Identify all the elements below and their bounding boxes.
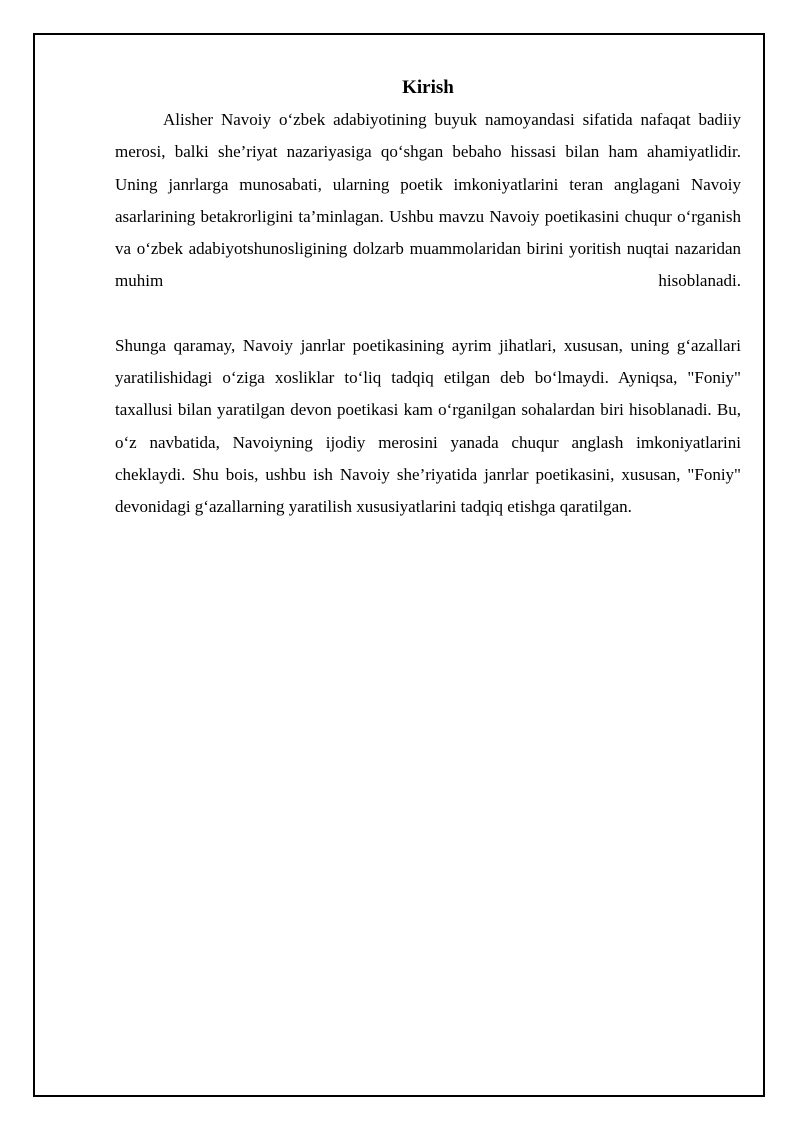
document-title: Kirish <box>402 77 454 98</box>
paragraph-spacer <box>115 298 741 330</box>
introduction-paragraph-1: Alisher Navoiy o‘zbek adabiyotining buyuk namoyandasi sifatida nafaqat badiiy merosi, balki she’riyat nazariyasiga qo‘shgan bebaho hissasi bilan ham ahamiyatlidir. Uning janrlarga munosabati, ularning poetik imkoniyatlarini teran anglagani Navoiy asarlarining betakrorligini ta’minlagan. Ushbu mavzu Navoiy poetikasini chuqur o‘rganish va o‘zbek adabiyotshunosligining dolzarb muammolaridan birini yoritish nuqtai nazaridan muhim hisoblanadi. <box>115 110 741 291</box>
introduction-paragraph-2: Shunga qaramay, Navoiy janrlar poetikasining ayrim jihatlari, xususan, uning g‘azallari yaratilishidagi o‘ziga xosliklar to‘liq tadqiq etilgan deb bo‘lmaydi. Ayniqsa, "Foniy" taxallusi bilan yaratilgan devon poetikasi kam o‘rganilgan sohalardan biri hisoblanadi. Bu, o‘z navbatida, Navoiyning ijodiy merosini yanada chuqur anglash imkoniyatlarini cheklaydi. Shu bois, ushbu ish Navoiy she’riyatida janrlar poetikasini, xususan, "Foniy" devonidagi g‘azallarning yaratilish xususiyatlarini tadqiq etishga qaratilgan. <box>115 335 741 517</box>
document-body <box>115 76 741 524</box>
